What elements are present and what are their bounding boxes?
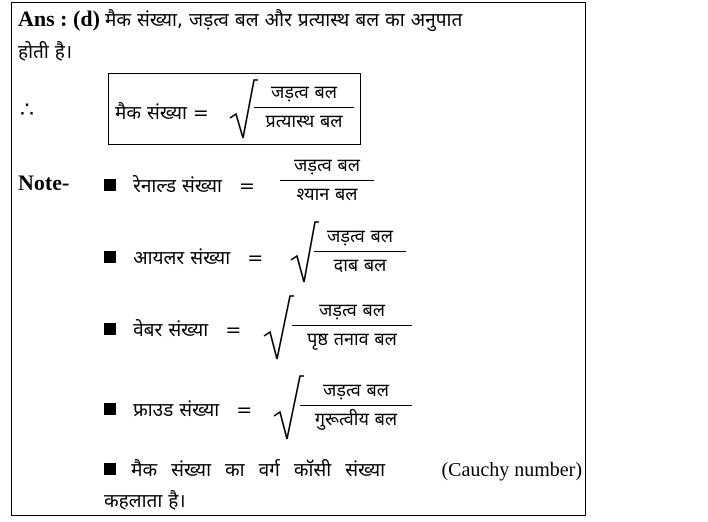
weber-fraction xyxy=(292,298,412,353)
bullet-square-icon xyxy=(104,403,116,415)
bullet-square-icon xyxy=(104,463,116,475)
numerator: जड़त्व बल xyxy=(294,155,360,176)
note-item-froude xyxy=(104,396,252,422)
fraction-bar xyxy=(292,325,412,326)
bullet-square-icon xyxy=(104,179,116,191)
therefore-symbol: ∴ xyxy=(20,98,34,123)
final-note-text-2: कहलाता है। xyxy=(104,490,186,512)
note-equals: = xyxy=(236,399,253,421)
numerator: जड़त्व बल xyxy=(319,300,385,321)
note-label: Note- xyxy=(18,170,70,195)
final-note-latin: (Cauchy number) xyxy=(441,459,582,481)
froude-fraction xyxy=(300,378,412,433)
note-item-reynolds xyxy=(104,172,255,198)
note-equals: = xyxy=(239,175,255,197)
mach-fraction xyxy=(254,80,354,135)
denominator: श्यान बल xyxy=(296,184,358,205)
denominator: गुरूत्वीय बल xyxy=(314,409,398,430)
fraction-bar xyxy=(314,251,406,252)
fraction-bar xyxy=(254,107,354,108)
note-name: वेबर संख्या xyxy=(133,319,209,341)
final-note-text: मैक संख्या का वर्ग कॉसी संख्या xyxy=(131,459,386,481)
note-item-weber xyxy=(104,316,241,342)
fraction-bar xyxy=(280,180,374,181)
fraction-bar xyxy=(300,405,412,406)
answer-text-2: होती है। xyxy=(18,41,73,63)
note-name: फ्राउड संख्या xyxy=(133,399,220,421)
numerator: जड़त्व बल xyxy=(323,380,389,401)
euler-fraction xyxy=(314,224,406,279)
note-equals: = xyxy=(247,247,264,269)
note-name: आयलर संख्या xyxy=(133,247,231,269)
note-name: रेनाल्ड संख्या xyxy=(133,175,222,197)
answer-line-1 xyxy=(18,6,462,32)
bullet-square-icon xyxy=(104,323,116,335)
numerator: जड़त्व बल xyxy=(327,226,393,247)
mach-numerator: जड़त्व बल xyxy=(271,82,337,103)
answer-text-1: मैक संख्या, जड़त्व बल और प्रत्यास्थ बल का अनुपात xyxy=(105,9,463,31)
reynolds-fraction xyxy=(280,153,374,208)
answer-prefix: Ans : (d) xyxy=(18,6,100,31)
note-item-euler xyxy=(104,244,263,270)
radical-sign xyxy=(262,294,294,362)
mach-denominator: प्रत्यास्थ बल xyxy=(265,111,343,132)
note-equals: = xyxy=(225,319,242,341)
mach-formula-lhs: मैक संख्या = xyxy=(115,102,209,124)
final-note-line-1 xyxy=(104,456,582,482)
denominator: पृष्ठ तनाव बल xyxy=(307,329,397,350)
bullet-square-icon xyxy=(104,251,116,263)
denominator: दाब बल xyxy=(333,255,387,276)
